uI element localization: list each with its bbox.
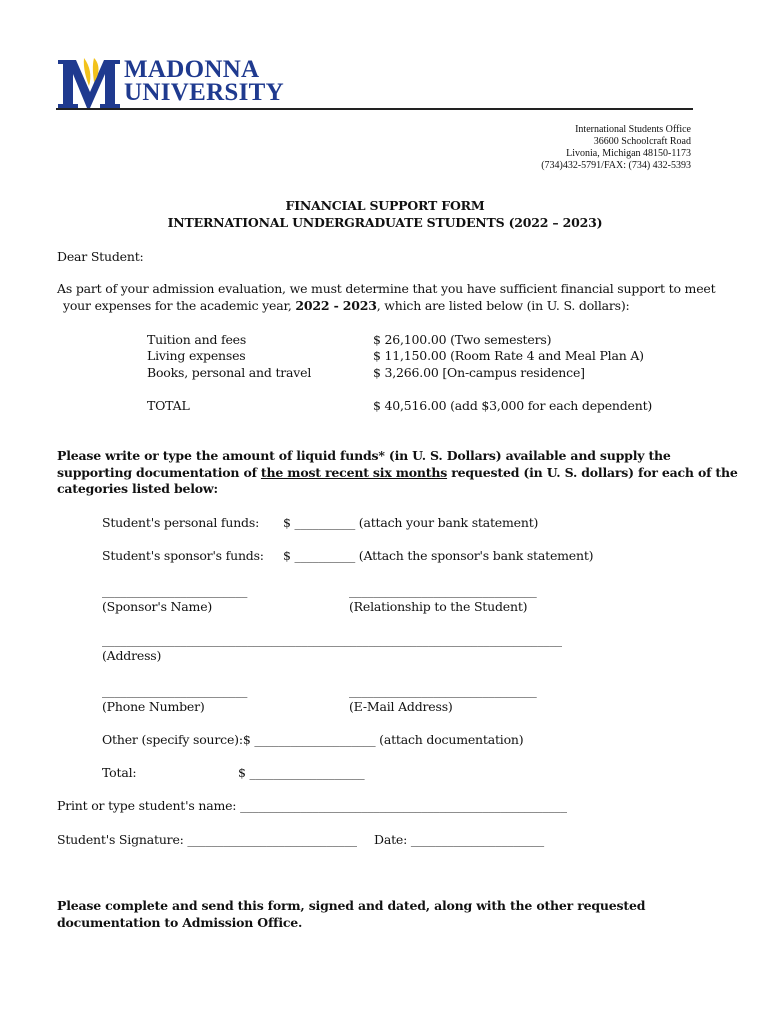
- closing-line1: Please complete and send this form, signed and dated, along with the other requested: [57, 898, 646, 913]
- phone-caption: (Phone Number): [102, 699, 205, 714]
- office-name: International Students Office: [575, 124, 691, 135]
- instructions-line1: Please write or type the amount of liquid funds* (in U. S. Dollars) available and supply the: [57, 448, 671, 463]
- relationship-line[interactable]: _______________________________: [349, 583, 537, 598]
- intro-line1: As part of your admission evaluation, we must determine that you have sufficient financial support to meet: [57, 281, 716, 296]
- greeting: Dear Student:: [57, 249, 144, 264]
- form-subtitle: INTERNATIONAL UNDERGRADUATE STUDENTS (2022 – 2023): [167, 215, 603, 230]
- total-funds-label: Total:: [102, 765, 137, 780]
- intro-line2: [63, 298, 630, 313]
- signature-field[interactable]: Student's Signature: ____________________________: [57, 832, 357, 847]
- office-phone-fax: (734)432-5791/FAX: (734) 432-5393: [541, 160, 691, 171]
- expense-value: $ 3,266.00 [On-campus residence]: [373, 365, 585, 380]
- instructions-line2: [57, 465, 738, 480]
- sponsor-funds-field[interactable]: $ __________ (Attach the sponsor's bank statement): [283, 548, 594, 563]
- phone-line[interactable]: ________________________: [102, 683, 248, 698]
- closing-line2: documentation to Admission Office.: [57, 915, 303, 930]
- instructions-text-end: requested (in U. S. dollars) for each of the: [447, 465, 738, 480]
- office-city: Livonia, Michigan 48150-1173: [566, 148, 691, 159]
- sponsor-name-caption: (Sponsor's Name): [102, 599, 213, 614]
- personal-funds-field[interactable]: $ __________ (attach your bank statement): [283, 515, 539, 530]
- relationship-caption: (Relationship to the Student): [349, 599, 528, 614]
- madonna-university-logo: [56, 46, 290, 108]
- address-caption: (Address): [102, 648, 162, 663]
- form-title: FINANCIAL SUPPORT FORM: [285, 198, 485, 213]
- address-line[interactable]: ____________________________________________________________________________: [102, 632, 562, 647]
- total-label: TOTAL: [147, 398, 190, 413]
- student-name-field[interactable]: Print or type student's name: ______________________________________________________: [57, 798, 567, 813]
- university-m-mark: [56, 56, 134, 110]
- wordmark-line1: MADONNA: [124, 56, 260, 83]
- expense-value: $ 26,100.00 (Two semesters): [373, 332, 552, 347]
- university-wordmark: [124, 58, 284, 104]
- instructions-emphasis: the most recent six months: [260, 465, 448, 480]
- email-line[interactable]: _______________________________: [349, 683, 537, 698]
- date-field[interactable]: Date: ______________________: [374, 832, 544, 847]
- office-street: 36600 Schoolcraft Road: [593, 136, 691, 147]
- expense-label: Living expenses: [147, 348, 246, 363]
- expense-label: Tuition and fees: [147, 332, 247, 347]
- expense-label: Books, personal and travel: [147, 365, 312, 380]
- instructions-text: supporting documentation of: [57, 465, 261, 480]
- total-funds-field[interactable]: $ ___________________: [238, 765, 365, 780]
- other-source-field[interactable]: Other (specify source):$ ____________________ (attach documentation): [102, 732, 524, 747]
- header-rule: [56, 108, 693, 110]
- sponsor-funds-label: Student's sponsor's funds:: [102, 548, 264, 563]
- sponsor-name-line[interactable]: ________________________: [102, 583, 248, 598]
- email-caption: (E-Mail Address): [349, 699, 453, 714]
- wordmark-line2: UNIVERSITY: [124, 79, 284, 106]
- total-value: $ 40,516.00 (add $3,000 for each dependent): [373, 398, 653, 413]
- intro-text-end: , which are listed below (in U. S. dollars):: [376, 298, 630, 313]
- intro-text: your expenses for the academic year,: [63, 298, 296, 313]
- instructions-line3: categories listed below:: [57, 481, 218, 496]
- personal-funds-label: Student's personal funds:: [102, 515, 260, 530]
- expense-value: $ 11,150.00 (Room Rate 4 and Meal Plan A): [373, 348, 644, 363]
- academic-year: 2022 - 2023: [295, 298, 377, 313]
